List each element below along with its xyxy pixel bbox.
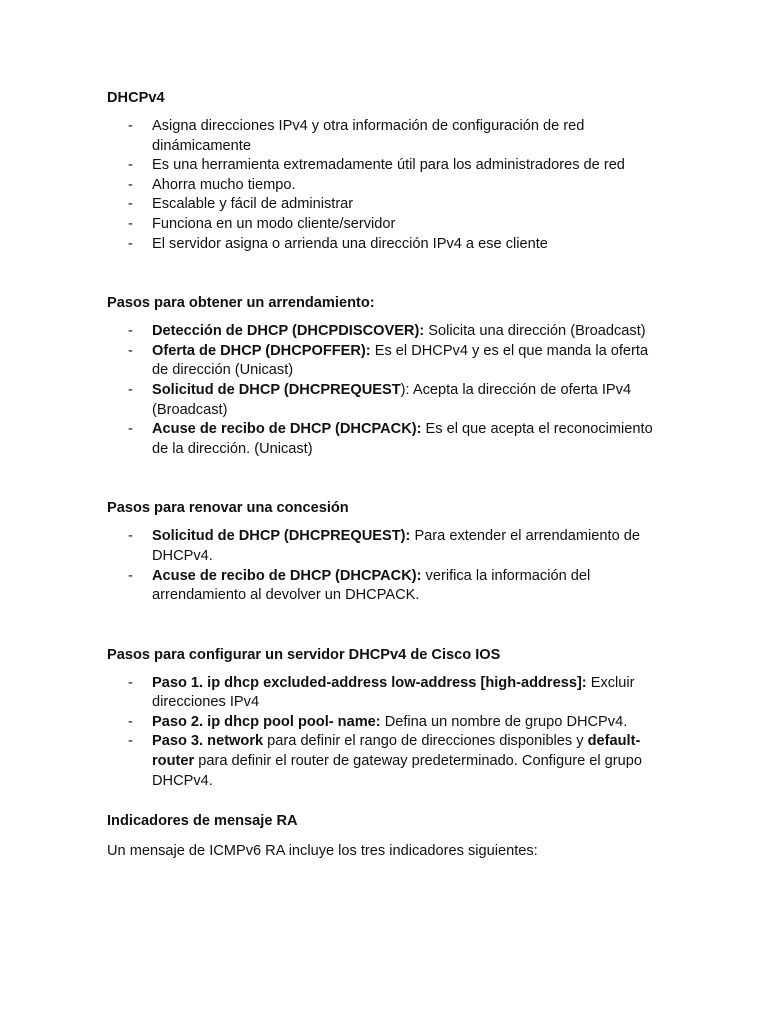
dash-bullet: -: [128, 176, 133, 193]
list-item: [107, 322, 667, 342]
section-heading: Pasos para configurar un servidor DHCPv4 de Cisco IOS: [107, 646, 501, 663]
section-dhcpv4: [107, 88, 667, 254]
list-item: [107, 381, 667, 420]
item-term: Paso 3. network: [152, 733, 264, 750]
dash-bullet: -: [128, 118, 133, 134]
item-text: Funciona en un modo cliente/servidor: [152, 215, 396, 232]
list-item: [107, 713, 667, 733]
bullet-list: [107, 322, 667, 459]
list-item: [107, 732, 667, 791]
section-heading: DHCPv4: [107, 90, 165, 106]
dash-bullet: -: [128, 323, 133, 340]
list-item: [107, 527, 667, 566]
section-configurar-servidor: [107, 645, 667, 792]
item-text: Solicita una dirección (Broadcast): [424, 323, 646, 340]
item-text: para definir el rango de direcciones disponibles y: [263, 733, 588, 750]
section-heading: Indicadores de mensaje RA: [107, 813, 298, 830]
item-text: Excluir direcciones IPv4: [152, 674, 635, 711]
list-item: [107, 195, 667, 215]
item-term: Paso 1. ip dhcp excluded-address low-address [high-address]:: [152, 674, 587, 691]
dash-bullet: -: [128, 421, 133, 438]
list-item: [107, 235, 667, 255]
section-heading: Pasos para renovar una concesión: [107, 500, 349, 517]
list-item: [107, 176, 667, 196]
section-heading: Pasos para obtener un arrendamiento:: [107, 295, 375, 312]
section-indicadores-ra: [107, 811, 667, 861]
dash-bullet: -: [128, 713, 133, 730]
item-term: Acuse de recibo de DHCP (DHCPACK):: [152, 421, 422, 438]
document-page: [107, 88, 667, 861]
dash-bullet: -: [128, 381, 133, 398]
section-obtener-arrendamiento: [107, 293, 667, 459]
dash-bullet: -: [128, 733, 133, 750]
item-term: Detección de DHCP (DHCPDISCOVER):: [152, 323, 425, 340]
bullet-list: [107, 527, 667, 605]
item-term: Solicitud de DHCP (DHCPREQUEST: [152, 381, 401, 398]
item-text: Es el DHCPv4 y es el que manda la oferta de dirección (Unicast): [152, 342, 649, 379]
dash-bullet: -: [128, 674, 133, 691]
item-text-secondary: para definir el router de gateway predeterminado. Configure el grupo DHCPv4.: [152, 753, 642, 789]
item-text: Para extender el arrendamiento de DHCPv4.: [152, 528, 640, 564]
list-item: [107, 420, 667, 459]
list-item: [107, 342, 667, 381]
item-term: Paso 2. ip dhcp pool pool- name:: [152, 713, 381, 730]
list-item: [107, 156, 667, 176]
item-text: ): Acepta la dirección de oferta IPv4 (Broadcast): [152, 381, 632, 418]
dash-bullet: -: [128, 235, 133, 252]
item-term-secondary: default-router: [152, 733, 641, 770]
item-term: Acuse de recibo de DHCP (DHCPACK):: [152, 567, 422, 584]
paragraph: Un mensaje de ICMPv6 RA incluye los tres indicadores siguientes:: [107, 843, 538, 860]
section-renovar-concesion: [107, 498, 667, 605]
bullet-list: [107, 674, 667, 792]
dash-bullet: -: [128, 196, 133, 213]
dash-bullet: -: [128, 215, 133, 232]
item-text: Escalable y fácil de administrar: [152, 196, 354, 213]
dash-bullet: -: [128, 157, 133, 174]
dash-bullet: -: [128, 342, 133, 359]
list-item: [107, 117, 667, 156]
list-item: [107, 674, 667, 713]
item-text: verifica la información del arrendamiento al devolver un DHCPACK.: [152, 567, 591, 604]
item-text: Asigna direcciones IPv4 y otra información de configuración de red dinámicamente: [152, 118, 585, 154]
item-text: Ahorra mucho tiempo.: [152, 176, 296, 193]
item-term: Oferta de DHCP (DHCPOFFER):: [152, 342, 371, 359]
bullet-list: [107, 117, 667, 254]
item-text: Defina un nombre de grupo DHCPv4.: [380, 713, 628, 730]
list-item: [107, 567, 667, 606]
dash-bullet: -: [128, 528, 133, 545]
item-text: El servidor asigna o arrienda una dirección IPv4 a ese cliente: [152, 235, 548, 252]
dash-bullet: -: [128, 567, 133, 584]
list-item: [107, 215, 667, 235]
item-term: Solicitud de DHCP (DHCPREQUEST):: [152, 528, 411, 545]
item-text: Es el que acepta el reconocimiento de la dirección. (Unicast): [152, 421, 653, 457]
item-text: Es una herramienta extremadamente útil para los administradores de red: [152, 157, 625, 174]
